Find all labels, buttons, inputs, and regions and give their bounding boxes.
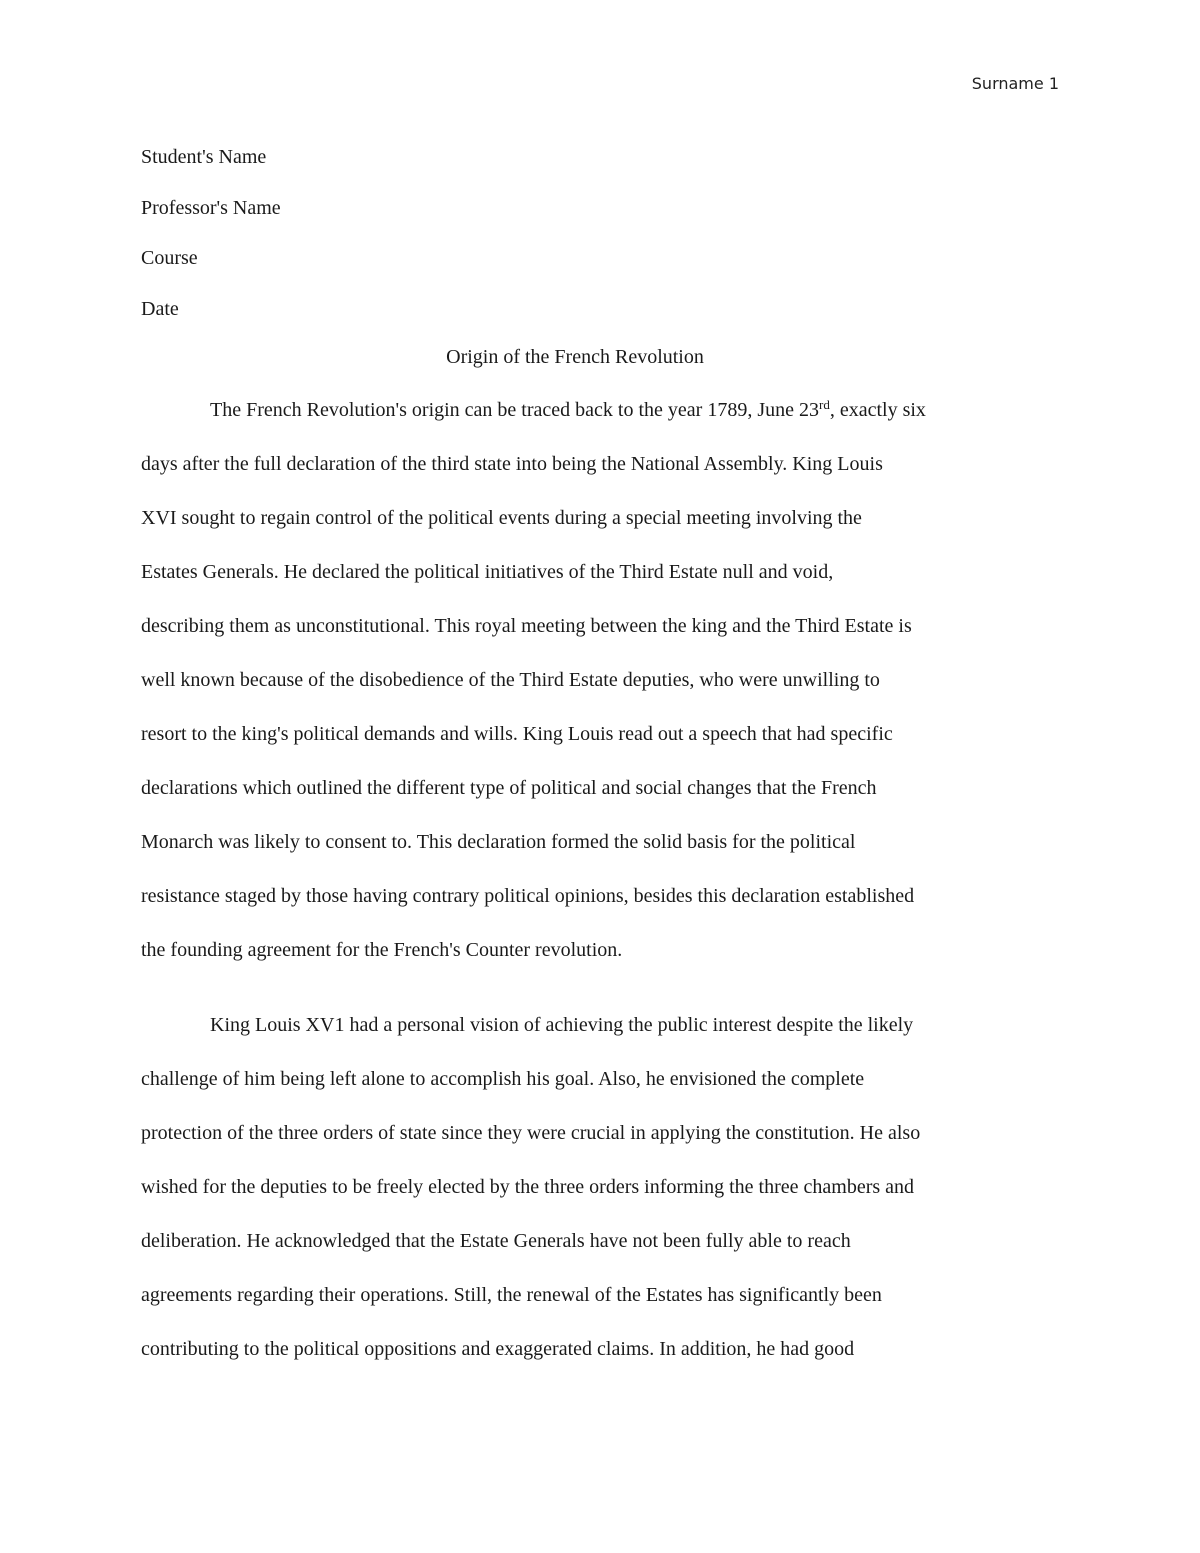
paragraph2-line: agreements regarding their operations. Still, the renewal of the Estates has significantly been <box>141 1284 882 1306</box>
paragraph1-line1-text: The French Revolution's origin can be traced back to the year 1789, June 23 <box>210 399 819 421</box>
document-title: Origin of the French Revolution <box>446 346 704 368</box>
paragraph2-line: protection of the three orders of state since they were crucial in applying the constitution. He also <box>141 1122 921 1144</box>
paragraph2-line: challenge of him being left alone to accomplish his goal. Also, he envisioned the complete <box>141 1068 865 1090</box>
paragraph1-line: the founding agreement for the French's Counter revolution. <box>141 939 623 961</box>
running-head: Surname 1 <box>971 74 1059 93</box>
paragraph1-line: describing them as unconstitutional. This royal meeting between the king and the Third Estate is <box>141 615 912 637</box>
paragraph1-line <box>210 398 926 422</box>
paragraph1-line: resistance staged by those having contrary political opinions, besides this declaration established <box>141 885 915 907</box>
professor-name: Professor's Name <box>141 197 281 219</box>
student-name: Student's Name <box>141 146 267 168</box>
date: Date <box>141 298 179 320</box>
paragraph1-line: well known because of the disobedience of the Third Estate deputies, who were unwilling to <box>141 669 880 691</box>
paragraph1-line: declarations which outlined the different type of political and social changes that the French <box>141 777 877 799</box>
paragraph1-line: resort to the king's political demands and wills. King Louis read out a speech that had specific <box>141 723 893 745</box>
ordinal-superscript: rd <box>818 396 830 412</box>
paragraph2-line: King Louis XV1 had a personal vision of achieving the public interest despite the likely <box>210 1014 914 1036</box>
paragraph1-line: XVI sought to regain control of the political events during a special meeting involving the <box>141 507 862 529</box>
course: Course <box>141 247 198 269</box>
paragraph1-line: days after the full declaration of the third state into being the National Assembly. King Louis <box>141 453 883 475</box>
paragraph2-line: wished for the deputies to be freely elected by the three orders informing the three chambers and <box>141 1176 915 1198</box>
paragraph2-line: contributing to the political oppositions and exaggerated claims. In addition, he had good <box>141 1338 855 1360</box>
paragraph2-line: deliberation. He acknowledged that the Estate Generals have not been fully able to reach <box>141 1230 851 1252</box>
paragraph1-line: Estates Generals. He declared the political initiatives of the Third Estate null and void, <box>141 561 834 583</box>
paragraph1-line: Monarch was likely to consent to. This declaration formed the solid basis for the political <box>141 831 856 853</box>
paragraph1-line1-end: , exactly six <box>829 399 926 421</box>
